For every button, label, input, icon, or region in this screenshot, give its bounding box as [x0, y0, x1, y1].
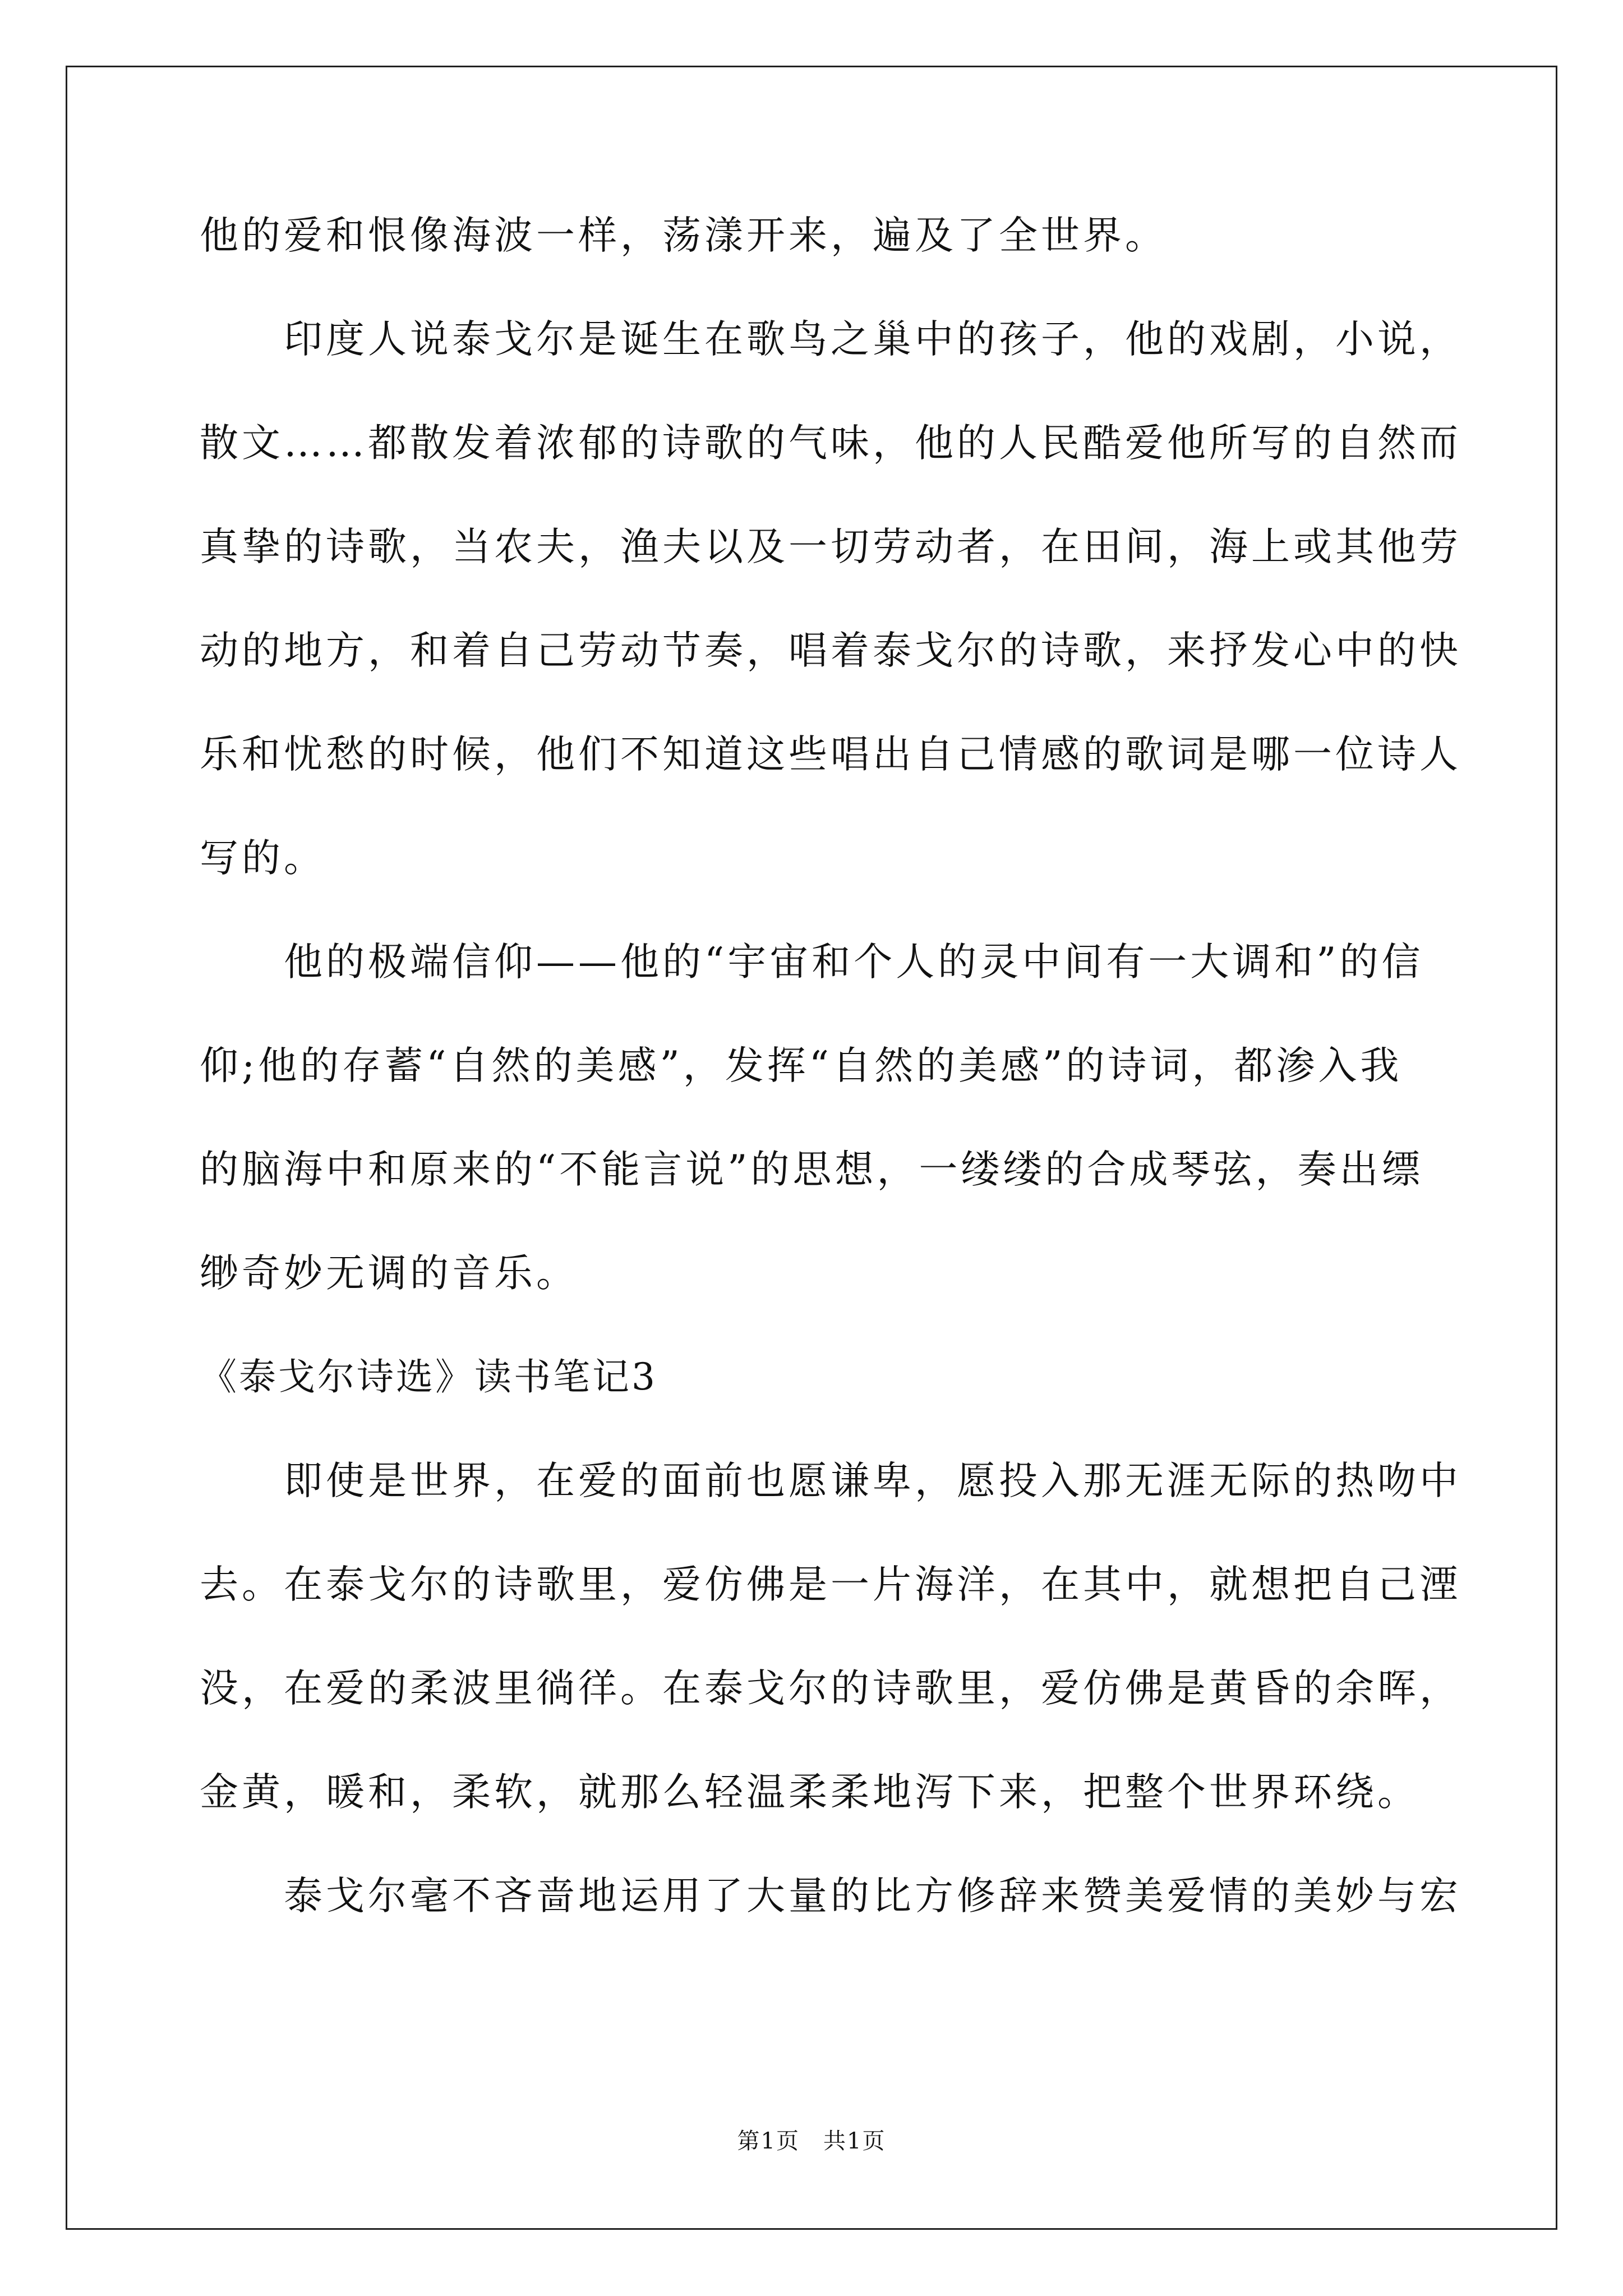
section-heading: 《泰戈尔诗选》读书笔记3: [200, 1355, 657, 1398]
page-number: 第1页 共1页: [737, 2128, 886, 2154]
text-line: 没，在爱的柔波里徜徉。在泰戈尔的诗歌里，爱仿佛是黄昏的余晖，: [200, 1666, 1461, 1711]
text-line: 的脑海中和原来的“不能言说”的思想，一缕缕的合成琴弦，奏出缥: [200, 1147, 1424, 1192]
text-line: 真挚的诗歌，当农夫，渔夫以及一切劳动者，在田间，海上或其他劳: [200, 524, 1461, 569]
text-line: 仰;他的存蓄“自然的美感”，发挥“自然的美感”的诗词，都渗入我: [200, 1043, 1403, 1088]
text-line: 缈奇妙无调的音乐。: [200, 1251, 578, 1296]
text-line: 乐和忧愁的时候，他们不知道这些唱出自己情感的歌词是哪一位诗人: [200, 732, 1461, 777]
text-line: 写的。: [200, 836, 326, 881]
text-line: 即使是世界，在爱的面前也愿谦卑，愿投入那无涯无际的热吻中: [200, 1458, 1461, 1503]
text-line: 去。在泰戈尔的诗歌里，爱仿佛是一片海洋，在其中，就想把自己湮: [200, 1562, 1461, 1607]
text-line: 泰戈尔毫不吝啬地运用了大量的比方修辞来赞美爱情的美妙与宏: [200, 1874, 1461, 1918]
text-line: 散文……都散发着浓郁的诗歌的气味，他的人民酷爱他所写的自然而: [200, 421, 1461, 466]
text-line: 动的地方，和着自己劳动节奏，唱着泰戈尔的诗歌，来抒发心中的快: [200, 628, 1461, 673]
text-line: 他的极端信仰——他的“宇宙和个人的灵中间有一大调和”的信: [200, 940, 1424, 984]
text-line: 金黄，暖和，柔软，就那么轻温柔柔地泻下来，把整个世界环绕。: [200, 1770, 1419, 1815]
text-line: 印度人说泰戈尔是诞生在歌鸟之巢中的孩子，他的戏剧，小说，: [200, 317, 1461, 362]
text-line: 他的爱和恨像海波一样，荡漾开来，遍及了全世界。: [200, 213, 1167, 258]
